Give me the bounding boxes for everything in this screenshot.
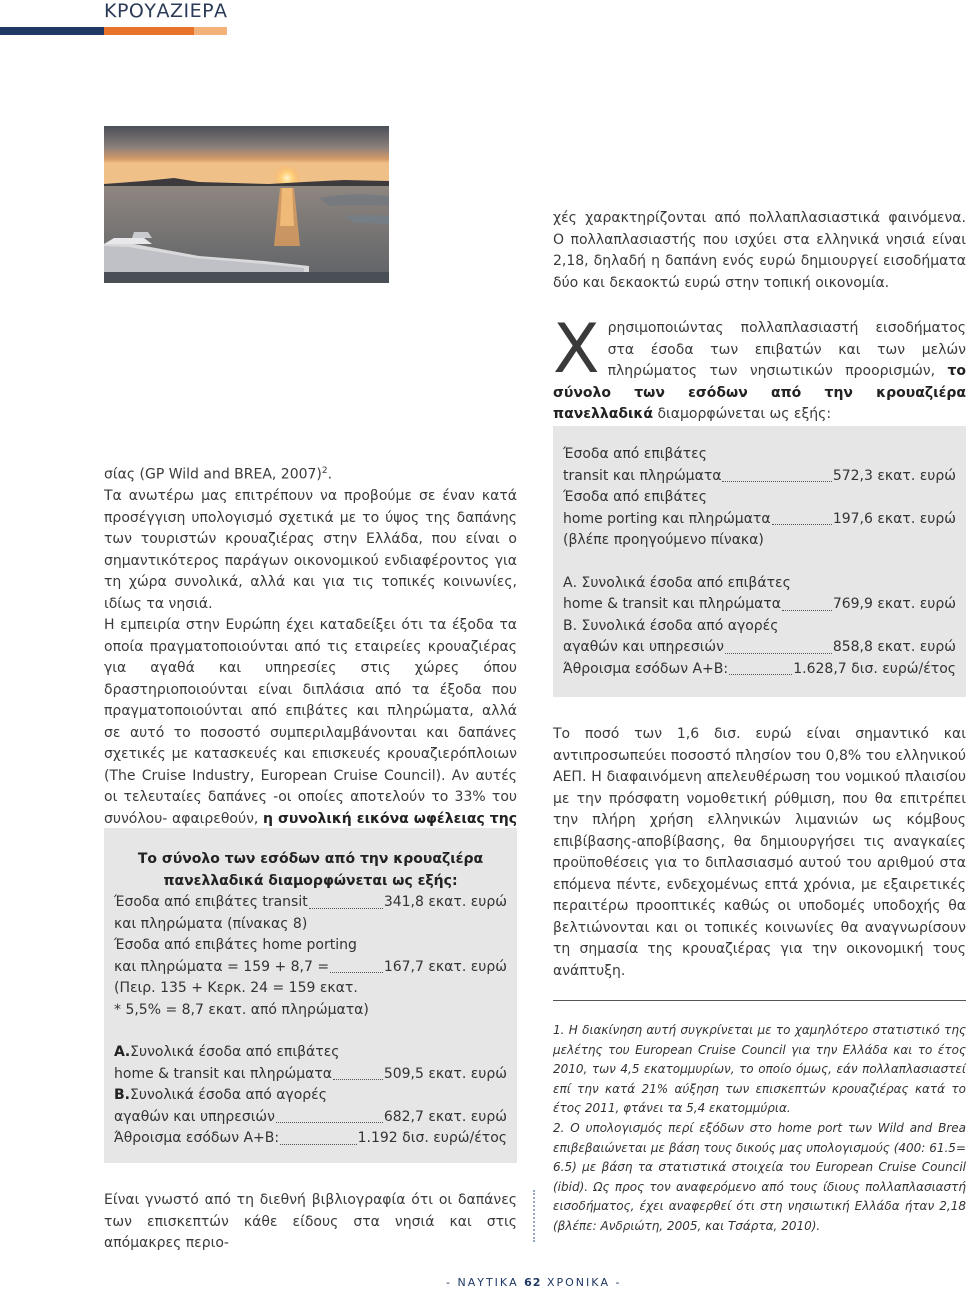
box-left-line bbox=[114, 978, 507, 1000]
right-intro-paragraph bbox=[553, 208, 966, 294]
box-left-line bbox=[114, 1085, 507, 1107]
left-bottom-text: Είναι γνωστό από τη διεθνή βιβλιογραφία ότι οι δαπάνες των επισκεπτών κάθε είδους στα νησιά και στις απόμακρες περιο- bbox=[104, 1192, 517, 1251]
column-dotted-divider bbox=[533, 1190, 535, 1242]
box-left-value: 509,5 εκατ. ευρώ bbox=[383, 1065, 507, 1082]
left-body-p1-text: σίας (GP Wild and BREA, 2007) bbox=[104, 466, 322, 483]
right-body-paragraph bbox=[553, 724, 966, 982]
box-left-title-1: Το σύνολο των εσόδων από την κρουαζιέρα bbox=[137, 851, 484, 867]
sunset-cruise-image bbox=[104, 126, 389, 283]
leader-dots bbox=[772, 509, 832, 526]
dropcap-text: ρησιμοποιώντας πολλαπλασιαστή εισοδήματος στα έσοδα των επιβατών και των μελών πληρώματος των νησιωτικών προορισμών, bbox=[607, 320, 966, 379]
box-left-line bbox=[114, 892, 507, 914]
box-left-line bbox=[114, 1107, 507, 1129]
box-right-value: 572,3 εκατ. ευρώ bbox=[832, 467, 956, 484]
box-right-line bbox=[563, 594, 956, 616]
box-right-line bbox=[563, 573, 956, 595]
box-left-label: και πληρώματα = 159 + 8,7 = bbox=[114, 958, 330, 975]
box-right-line bbox=[563, 509, 956, 531]
box-left-label: (Πειρ. 135 + Κερκ. 24 = 159 εκατ. bbox=[114, 980, 358, 996]
box-left-label: Έσοδα από επιβάτες home porting bbox=[114, 937, 357, 953]
box-left-line bbox=[114, 1064, 507, 1086]
box-right-line bbox=[563, 466, 956, 488]
box-right-label: Α. Συνολικά έσοδα από επιβάτες bbox=[563, 574, 791, 591]
revenue-box-right bbox=[553, 426, 966, 697]
sunset-cruise-photo bbox=[104, 126, 389, 283]
box-right-label: Άθροισμα εσόδων Α+Β: bbox=[563, 660, 729, 677]
leader-dots bbox=[782, 594, 832, 611]
box-left-line bbox=[114, 1042, 507, 1064]
box-right-value: 858,8 εκατ. ευρώ bbox=[832, 639, 956, 655]
right-intro-text: χές χαρακτηρίζονται από πολλαπλασιαστικά φαινόμενα. Ο πολλαπλασιαστής που ισχύει στα ελληνικά νησιά είναι 2,18, δηλαδή η δαπάνη ενός ευρώ δημιουργεί εισοδήματα δύο και δεκαοκτώ ευρώ στην τοπική οικονομία. bbox=[553, 210, 966, 291]
leader-dots bbox=[333, 1064, 383, 1081]
box-left-line bbox=[114, 935, 507, 957]
box-right-line bbox=[563, 659, 956, 681]
dropcap-tail-text: διαμορφώνεται ως εξής: bbox=[653, 406, 832, 422]
box-right-label: home & transit και πληρώματα bbox=[563, 596, 781, 612]
box-left-label: Συνολικά έσοδα από αγορές bbox=[130, 1087, 327, 1103]
box-right-line bbox=[563, 444, 956, 466]
box-right-label: αγαθών και υπηρεσιών bbox=[563, 639, 724, 655]
box-gap bbox=[114, 1021, 507, 1042]
left-body-p3 bbox=[104, 615, 517, 852]
left-bottom-paragraph bbox=[104, 1190, 517, 1255]
leader-dots bbox=[330, 957, 383, 974]
box-right-label: home porting και πληρώματα bbox=[563, 510, 771, 527]
leader-dots bbox=[309, 892, 383, 909]
left-body bbox=[104, 461, 517, 852]
header-bar-orange bbox=[104, 27, 194, 35]
footer-left-text: - ΝΑΥΤΙΚΑ bbox=[446, 1276, 525, 1289]
box-left-prefix: Β. bbox=[114, 1087, 130, 1103]
box-left-label: Συνολικά έσοδα από επιβάτες bbox=[130, 1044, 340, 1060]
box-left-line bbox=[114, 1000, 507, 1022]
box-right-line bbox=[563, 616, 956, 638]
page-number: 62 bbox=[524, 1276, 542, 1289]
box-right-line bbox=[563, 487, 956, 509]
box-left-label: Άθροισμα εσόδων Α+Β: bbox=[114, 1130, 280, 1146]
dropcap-bold-text: το σύνολο των εσόδων από την κρουαζιέρα πανελλαδικά bbox=[553, 363, 966, 422]
box-left-label: home & transit και πληρώματα bbox=[114, 1065, 332, 1082]
box-left-label: Έσοδα από επιβάτες transit bbox=[114, 894, 308, 910]
leader-dots bbox=[276, 1107, 383, 1124]
leader-dots bbox=[722, 466, 831, 483]
box-right-value: 1.628,7 δισ. ευρώ/έτος bbox=[793, 660, 956, 677]
box-left-value: 167,7 εκατ. ευρώ bbox=[383, 958, 507, 975]
left-body-p3-text: Η εμπειρία στην Ευρώπη έχει καταδείξει ότι τα έξοδα τα οποία πραγματοποιούνται από τις εταιρείες κρουαζιέρας για αγαθά και υπηρεσίες στις χώρες όπου δραστηριοποιούνται είναι διπλάσια από τα έξοδα που πραγματοποιούνται από επιβάτες και πληρώματα, αλλά σε αυτό το ποσοστό συμπεριλαμβάνονται και δαπάνες σχετικές με κατασκευές και επισκευές κρουαζιερόπλοιων (The Cruise Industry, European Cruise Council). Αν αυτές οι τελευταίες δαπάνες -οι οποίες αποτελούν το 33% του συνόλου- αφαιρεθούν, bbox=[104, 617, 517, 827]
box-gap bbox=[563, 552, 956, 573]
box-left-title-2: πανελλαδικά διαμορφώνεται ως εξής: bbox=[163, 873, 458, 889]
header-bar-navy bbox=[0, 27, 104, 35]
dropcap-initial: Χ bbox=[553, 310, 600, 389]
left-body-p3-bold: η συνολική εικόνα ωφέλειας της bbox=[263, 810, 517, 827]
box-left-value: 682,7 εκατ. ευρώ bbox=[383, 1108, 507, 1125]
footnote-1: 1. Η διακίνηση αυτή συγκρίνεται με το χαμηλότερο στατιστικό της μελέτης του European Cruise Council για την Ελλάδα και το έτος 2010, των 4,5 εκατομμυρίων, το οποίο όμως, εάν πολλαπλασιαστεί επί την κατά 21% αύξηση των επισκεπτών κρουαζιέρας κατά το έτος 2011, φτάνει τα 5,4 εκατομμύρια. bbox=[553, 1023, 966, 1116]
left-body-p2: Τα ανωτέρω μας επιτρέπουν να προβούμε σε έναν κατά προσέγγιση υπολογισμό σχετικά με το ύψος της δαπάνης των τουριστών κρουαζιέρας στην Ελλάδα, που είναι ο σημαντικότερος παράγων οικονομικού ενδιαφέροντος για τη χώρα συνολικά, αλλά και για τις τοπικές κοινωνίες, ιδίως τα νησιά. bbox=[104, 488, 517, 612]
box-left-line bbox=[114, 957, 507, 979]
left-body-p1-end: . bbox=[327, 466, 333, 483]
box-left-value: 1.192 δισ. ευρώ/έτος bbox=[357, 1130, 507, 1146]
box-right-line bbox=[563, 637, 956, 659]
box-left-line bbox=[114, 914, 507, 936]
leader-dots bbox=[729, 659, 792, 676]
footer-right-text: ΧΡΟΝΙΚΑ - bbox=[541, 1276, 622, 1289]
box-right-label: Έσοδα από επιβάτες bbox=[563, 446, 707, 462]
box-left-label: και πληρώματα (πίνακας 8) bbox=[114, 915, 308, 932]
box-left-label: * 5,5% = 8,7 εκατ. από πληρώματα) bbox=[114, 1001, 369, 1018]
box-right-label: transit και πληρώματα bbox=[563, 467, 722, 484]
left-body-p1 bbox=[104, 461, 517, 486]
box-right-line bbox=[563, 530, 956, 552]
leader-dots bbox=[280, 1128, 357, 1145]
section-title: ΚΡΟΥΑΖΙΕΡΑ bbox=[104, 0, 228, 22]
box-left-line bbox=[114, 1128, 507, 1150]
page-footer bbox=[446, 1276, 621, 1289]
box-right-label: Β. Συνολικά έσοδα από αγορές bbox=[563, 617, 779, 634]
leader-dots bbox=[725, 637, 832, 654]
box-right-value: 197,6 εκατ. ευρώ bbox=[832, 510, 956, 527]
box-right-label: Έσοδα από επιβάτες bbox=[563, 489, 707, 505]
header-bar-peach bbox=[194, 27, 227, 35]
footnotes bbox=[553, 1021, 966, 1237]
box-left-prefix: Α. bbox=[114, 1044, 131, 1060]
box-left-label: αγαθών και υπηρεσιών bbox=[114, 1108, 275, 1125]
footnote-2: 2. Ο υπολογισμός περί εξόδων στο home port των Wild and Brea επιβεβαιώνεται με βάση τους δικούς μας υπολογισμούς (400: 61.5= 6.5) με βάση τα στατιστικά στοιχεία του European Cruise Council (ibid). Ως προς τον αναφερόμενο από τους ίδιους πολλαπλασιαστή εισοδήματος, έχει αναφερθεί ότι στη νησιωτική Ελλάδα ήταν 2,18 (βλέπε: Ανδριώτη, 2005, και Τσάρτα, 2010). bbox=[553, 1120, 966, 1233]
revenue-box-left bbox=[104, 828, 517, 1163]
box-left-value: 341,8 εκατ. ευρώ bbox=[383, 894, 507, 910]
dropcap-paragraph bbox=[553, 310, 966, 426]
right-body-text: Το ποσό των 1,6 δισ. ευρώ είναι σημαντικό και αντιπροσωπεύει ποσοστό πλησίον του 0,8% του ελληνικού ΑΕΠ. Η διαφαινόμενη απελευθέρωση του νομικού πλαισίου με την πρόσφατη νομοθετική ρύθμιση, που θα επιτρέπει την πλήρη χρήση ελληνικών λιμανιών ως κόμβους επιβίβασης-αποβίβασης, θα δημιουργήσει τις αναγκαίες προϋποθέσεις για το διπλασιασμό αυτού του αριθμού στα επόμενα πέντε, ενδεχομένως επτά χρόνια, με εξαιρετικές περαιτέρω προοπτικές καθώς οι υποδομές υποδοχής θα βελτιώνονται και οι τοπικές κοινωνίες θα αναγνωρίσουν τη σημασία της κρουαζιέρας για την οικονομική τους ανάπτυξη. bbox=[553, 726, 966, 979]
footnote-ref: 2 bbox=[321, 466, 328, 476]
box-right-label: (βλέπε προηγούμενο πίνακα) bbox=[563, 532, 764, 548]
footnote-divider bbox=[553, 1000, 966, 1001]
box-right-value: 769,9 εκατ. ευρώ bbox=[832, 596, 956, 612]
